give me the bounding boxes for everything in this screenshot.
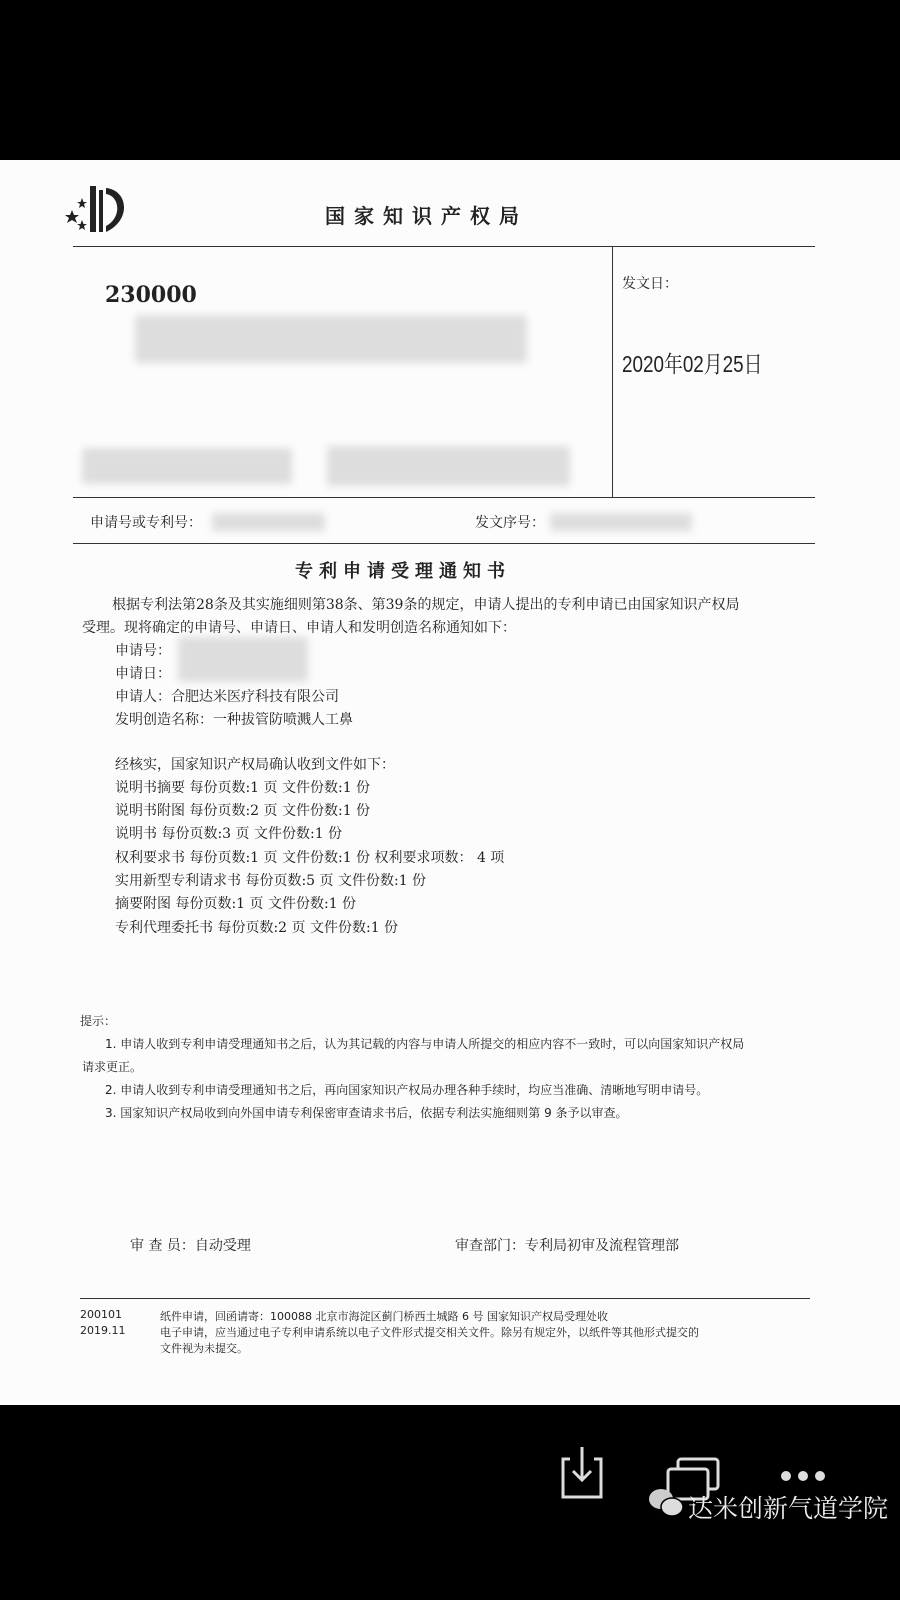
tip: 1. 申请人收到专利申请受理通知书之后，认为其记载的内容与申请人所提交的相应内容不一致时，可以向国家知识产权局: [105, 1037, 745, 1051]
received-file: 专利代理委托书 每份页数:2 页 文件份数:1 份: [115, 920, 399, 936]
application-no-label: 申请号或专利号：: [90, 515, 202, 531]
invention-name: 发明创造名称：一种拔管防喷溅人工鼻: [115, 712, 353, 728]
document-page: [0, 160, 900, 1405]
redacted-recipient: [327, 446, 570, 486]
received-intro: 经核实，国家知识产权局确认收到文件如下：: [115, 757, 395, 773]
viewer-toolbar: [0, 1405, 900, 1600]
redacted-application-info: [178, 637, 308, 682]
department: 审查部门：专利局初审及流程管理部: [455, 1238, 679, 1254]
tips-label: 提示：: [80, 1014, 117, 1028]
agency-title: 国家知识产权局: [325, 204, 528, 228]
tip: 请求更正。: [82, 1060, 143, 1074]
received-file: 实用新型专利请求书 每份页数:5 页 文件份数:1 份: [115, 873, 427, 889]
divider: [73, 543, 815, 544]
footer-code: 200101: [80, 1308, 122, 1321]
divider: [80, 1298, 810, 1299]
application-date-label: 申请日：: [115, 666, 171, 682]
received-file: 说明书附图 每份页数:2 页 文件份数:1 份: [115, 803, 371, 819]
received-file: 权利要求书 每份页数:1 页 文件份数:1 份 权利要求项数： 4 项: [115, 850, 505, 866]
serial-label: 发文序号：: [475, 515, 545, 531]
redacted-recipient: [82, 448, 292, 484]
intro-text: 根据专利法第28条及其实施细则第38条、第39条的规定，申请人提出的专利申请已由国家知识产权局: [112, 597, 740, 613]
redacted-address: [135, 315, 527, 363]
footer-text: 文件视为未提交。: [160, 1342, 248, 1355]
watermark-text: 达米创新气道学院: [688, 1494, 889, 1523]
cnipa-logo: [62, 180, 134, 238]
application-no-label: 申请号：: [115, 643, 171, 659]
tip: 2. 申请人收到专利申请受理通知书之后，再向国家知识产权局办理各种手续时，均应当准确、清晰地写明申请号。: [105, 1083, 709, 1097]
received-file: 说明书摘要 每份页数:1 页 文件份数:1 份: [115, 780, 371, 796]
more-icon[interactable]: [780, 1469, 826, 1483]
postal-code: 230000: [105, 282, 197, 308]
wechat-icon: [648, 1487, 684, 1519]
intro-text: 受理。现将确定的申请号、申请日、申请人和发明创造名称通知如下：: [82, 620, 516, 636]
footer-code: 2019.11: [80, 1324, 126, 1337]
redacted-serial: [550, 513, 692, 531]
examiner: 审 查 员：自动受理: [130, 1238, 251, 1254]
notice-title: 专利申请受理通知书: [295, 561, 511, 582]
applicant: 申请人：合肥达米医疗科技有限公司: [115, 689, 339, 705]
received-file: 说明书 每份页数:3 页 文件份数:1 份: [115, 826, 343, 842]
divider: [612, 246, 613, 497]
divider: [73, 246, 815, 247]
issue-date: 2020年02月25日: [622, 351, 763, 377]
issue-date-label: 发文日：: [622, 276, 678, 292]
received-file: 摘要附图 每份页数:1 页 文件份数:1 份: [115, 896, 357, 912]
divider: [73, 497, 815, 498]
redacted-application-no: [212, 513, 325, 531]
download-icon[interactable]: [560, 1445, 604, 1499]
tip: 3. 国家知识产权局收到向外国申请专利保密审查请求书后，依据专利法实施细则第 9 条予以审查。: [105, 1106, 628, 1120]
footer-text: 纸件申请，回函请寄：100088 北京市海淀区蓟门桥西土城路 6 号 国家知识产权局受理处收: [160, 1310, 608, 1323]
footer-text: 电子申请，应当通过电子专利申请系统以电子文件形式提交相关文件。除另有规定外，以纸件等其他形式提交的: [160, 1326, 699, 1339]
